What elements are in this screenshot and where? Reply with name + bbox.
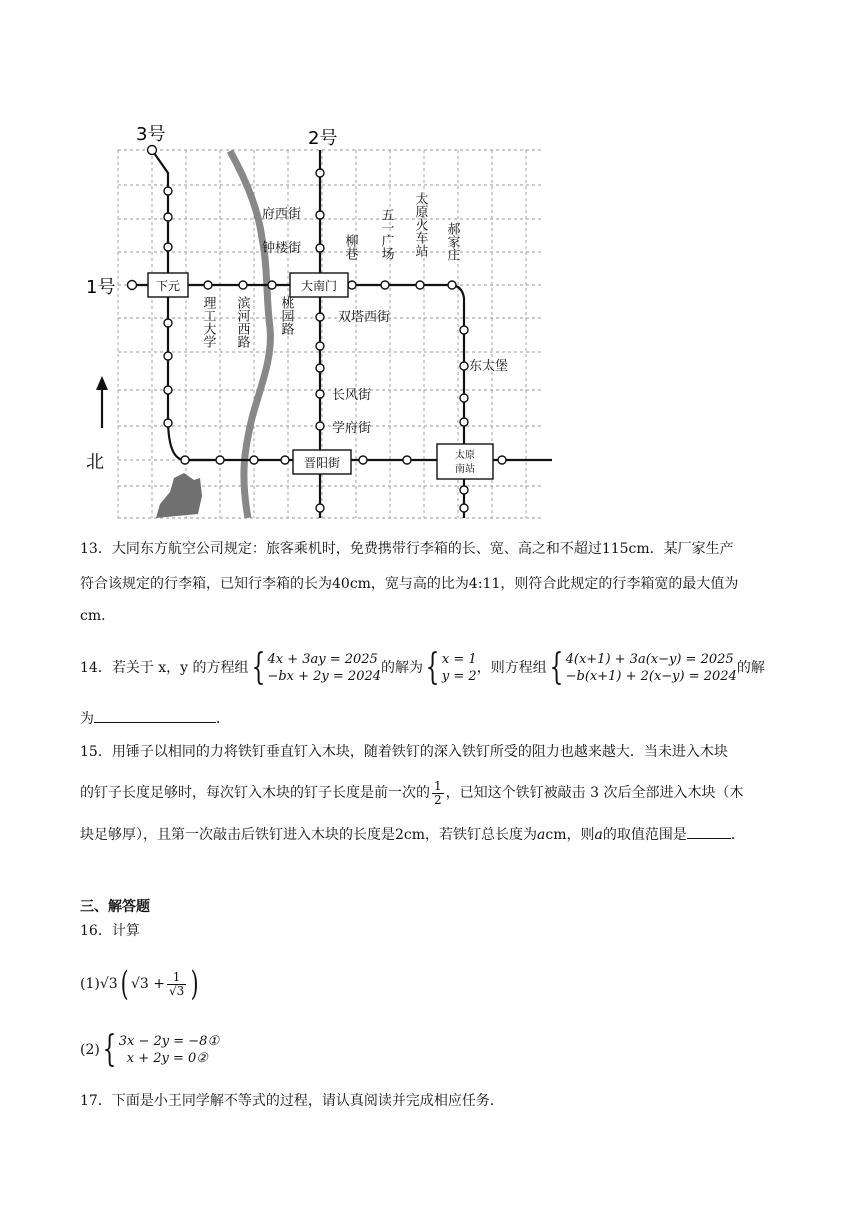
q15-text-2b: ，已知这个铁钉被敲击 3 次后全部进入木块（木 [445, 785, 744, 801]
q13-number: 13． [80, 541, 112, 557]
north-label: 北 [86, 452, 104, 473]
q15-line1 [80, 742, 728, 762]
svg-text:南站: 南站 [455, 464, 475, 475]
q16-p1-fraction [167, 971, 186, 998]
brace-icon: { [425, 647, 440, 688]
station-dongtaibao: 东太堡 [469, 359, 509, 374]
station-zhonglou: 钟楼街 [262, 241, 302, 256]
q15-text-2a: 的钉子长度足够时，每次钉入木块的钉子长度是前一次的 [80, 785, 430, 801]
q14-sol-x: x = 1 [441, 652, 477, 667]
metro-map [80, 118, 560, 523]
q14-sys1-eq2: −bx + 2y = 2024 [267, 669, 382, 684]
station-binhe: 滨河西路 [234, 296, 250, 348]
q13-line1 [80, 539, 734, 559]
q15-frac-den: 2 [434, 792, 442, 807]
q15-number: 15． [80, 744, 112, 760]
q16-number: 16． [80, 923, 112, 939]
q14-line1 [80, 646, 765, 690]
station-shuangta: 双塔西街 [338, 310, 391, 325]
brace-icon: { [549, 647, 564, 688]
brace-icon: { [251, 647, 265, 688]
q16-p2-system [119, 1033, 219, 1067]
station-fuxi: 府西街 [262, 207, 302, 222]
q13-line3: cm． [80, 608, 116, 624]
brace-icon: { [102, 1029, 117, 1070]
q15-end: ． [730, 827, 745, 843]
q16-header [80, 921, 140, 941]
q14-end: ． [216, 711, 230, 727]
boxed-station-xiayuan [148, 273, 188, 297]
q14-sys2-eq2: −b(x+1) + 2(x−y) = 2024 [565, 669, 737, 684]
q16-p1-sqrt: √3 [99, 976, 118, 992]
q16-part1 [80, 960, 202, 1008]
station-liuxiang: 柳巷 [342, 234, 358, 260]
q15-var-a-2: a [594, 827, 603, 843]
q16-part2 [80, 1028, 219, 1072]
q14-system-2 [566, 651, 737, 685]
land-shape [156, 473, 202, 518]
q17-text: 下面是小王同学解不等式的过程，请认真阅读并完成相应任务． [111, 1093, 504, 1109]
boxed-station-taiyuan-south [437, 444, 493, 479]
station-haojia: 郝家庄 [444, 222, 460, 261]
q16-p2-eq2: x + 2y = 0② [126, 1051, 208, 1066]
paren-close-icon: ) [190, 964, 199, 1004]
q15-text-3a: 块足够厚），且第一次敲击后铁钉进入木块的长度是2cm，若铁钉总长度为 [80, 827, 538, 843]
q17-number: 17． [80, 1093, 112, 1109]
north-arrow-icon [96, 376, 108, 428]
q16-title: 计算 [111, 923, 140, 939]
station-wuyi: 五一广场 [378, 208, 394, 260]
station-xuefu: 学府街 [332, 421, 372, 436]
station-taiyuan-station: 太原火车站 [412, 192, 428, 257]
q15-var-a: a [537, 827, 546, 843]
q17-line [80, 1091, 504, 1111]
boxed-station-jinyang [293, 450, 351, 474]
svg-text:晋阳街: 晋阳街 [303, 456, 341, 470]
q16-p1-frac-den: √3 [168, 983, 185, 998]
q16-p1-inner: √3 + [130, 976, 165, 992]
q16-p2-eq1: 3x − 2y = −8① [118, 1034, 220, 1049]
q15-text-3b: cm，则 [545, 827, 595, 843]
q13-line2: 符合该规定的行李箱，已知行李箱的长为40cm，宽与高的比为4:11，则符合此规定的行李箱宽的最大值为 [80, 576, 739, 592]
q15-line3 [80, 824, 745, 845]
station-taoyuan: 桃园路 [278, 296, 294, 335]
q14-sys2-eq1: 4(x+1) + 3a(x−y) = 2025 [565, 652, 734, 667]
q14-mid2: ，则方程组 [476, 660, 547, 676]
q14-sol-y: y = 2 [441, 669, 477, 684]
q14-solution [442, 651, 477, 685]
q14-answer-blank[interactable] [94, 708, 216, 723]
q15-answer-blank[interactable] [687, 824, 731, 839]
q14-sys1-eq1: 4x + 3ay = 2025 [267, 652, 378, 667]
q15-text-3c: 的取值范围是 [602, 827, 687, 843]
q14-mid: 的解为 [381, 660, 424, 676]
q15-text-1: 用锤子以相同的力将铁钉垂直钉入木块，随着铁钉的深入铁钉所受的阻力也越来越大．当未进入木块 [111, 744, 728, 760]
svg-text:太原: 太原 [455, 450, 475, 461]
station-ligong: 理工大学 [200, 296, 216, 348]
q14-number: 14． [80, 660, 112, 676]
q16-p1-frac-num: 1 [167, 971, 186, 985]
line-2-label: 2号 [308, 128, 338, 149]
svg-text:下元: 下元 [155, 279, 181, 293]
q14-pre: 若关于 x，y 的方程组 [111, 660, 249, 676]
station-changfeng: 长风街 [332, 388, 372, 403]
q14-system-1 [267, 651, 381, 685]
q14-post: 的解 [736, 660, 765, 676]
svg-text:大南门: 大南门 [300, 279, 338, 293]
q13-text-1: 大同东方航空公司规定：旅客乘机时，免费携带行李箱的长、宽、高之和不超过115cm．某厂家生产 [111, 541, 734, 557]
q16-p2-label: (2) [80, 1042, 100, 1058]
q15-frac-num: 1 [434, 778, 442, 793]
paren-open-icon: ( [120, 964, 129, 1004]
boxed-station-danan [290, 273, 348, 297]
q14-line2 [80, 708, 230, 729]
q15-line2 [80, 778, 743, 808]
line-3-label: 3号 [136, 124, 166, 145]
q14-line2-text: 为 [80, 711, 94, 727]
q16-p1-label: (1) [80, 976, 100, 992]
section-3-title: 三、解答题 [80, 899, 150, 915]
line-1-label: 1号 [86, 277, 116, 298]
q15-fraction [432, 780, 444, 807]
